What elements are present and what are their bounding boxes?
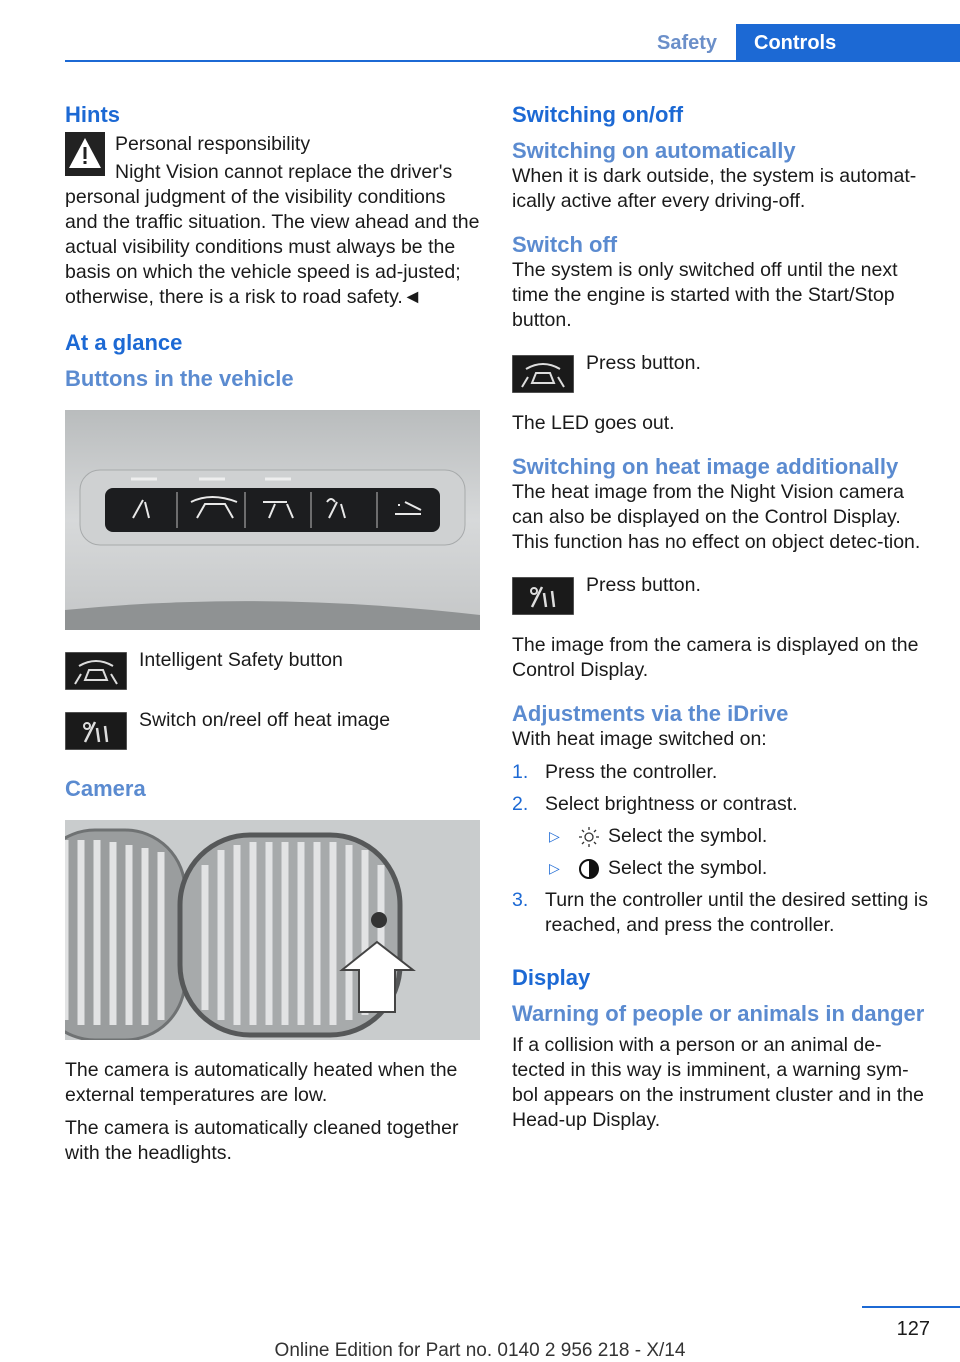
step-text: Press the controller. xyxy=(545,761,718,783)
intelligent-safety-button-icon xyxy=(65,652,127,690)
step-text: Turn the controller until the desired setting is reached, and press the controller. xyxy=(545,889,928,936)
night-vision-button-icon xyxy=(512,577,574,615)
tab-controls: Controls xyxy=(736,24,960,62)
sub-step-contrast xyxy=(549,856,930,881)
switching-heading: Switching on/off xyxy=(512,102,684,127)
warning-people-heading: Warning of people or animals in danger xyxy=(512,1001,925,1026)
step-2 xyxy=(512,792,930,817)
heat-image-row xyxy=(65,708,480,750)
edition-footer: Online Edition for Part no. 0140 2 956 218 - X/14 xyxy=(274,1340,686,1361)
step-1 xyxy=(512,760,930,785)
step-number: 3. xyxy=(512,889,529,911)
intelligent-safety-row xyxy=(65,648,480,690)
switching-auto-text: When it is dark outside, the system is automat-ically active after every driving-off. xyxy=(512,165,917,212)
brightness-icon xyxy=(577,826,601,848)
contrast-icon xyxy=(577,858,601,880)
led-text: The LED goes out. xyxy=(512,412,675,434)
heat-image-result-text: The image from the camera is displayed on the Control Display. xyxy=(512,634,919,681)
adjustments-heading: Adjustments via the iDrive xyxy=(512,701,789,726)
switch-off-text: The system is only switched off until the next time the engine is started with the Start/Stop button. xyxy=(512,259,898,331)
intelligent-safety-label: Intelligent Safety button xyxy=(139,649,343,671)
footer-rule xyxy=(862,1306,960,1308)
heat-image-text: The heat image from the Night Vision camera can also be displayed on the Control Display. This function has no effect on object detec-tion. xyxy=(512,481,921,553)
warning-body: Night Vision cannot replace the driver's personal judgment of the visibility conditions and the traffic situation. The view ahead and the actual visibility conditions must always be the basis on which the vehicle speed is ad-justed; otherwise, there is a risk to road safety.◄ xyxy=(65,161,480,308)
step-number: 1. xyxy=(512,761,529,783)
bullet-triangle-icon: ▷ xyxy=(549,828,560,844)
camera-grille-photo xyxy=(65,820,480,1040)
step-text: Select brightness or contrast. xyxy=(545,793,798,815)
press-button-text: Press button. xyxy=(586,352,701,374)
header-rule xyxy=(65,60,960,62)
left-column xyxy=(65,100,480,1166)
camera-cleaned-text: The camera is automatically cleaned together with the headlights. xyxy=(65,1117,459,1164)
button-panel-photo xyxy=(65,410,480,630)
switch-off-heading: Switch off xyxy=(512,232,618,257)
press-button-text: Press button. xyxy=(586,574,701,596)
sub-step-text: Select the symbol. xyxy=(608,825,768,847)
display-heading: Display xyxy=(512,965,591,990)
tab-safety: Safety xyxy=(656,31,718,54)
page-number: 127 xyxy=(896,1318,930,1340)
warning-people-text: If a collision with a person or an animal de-tected in this way is imminent, a warning sym-bol appears on the instrument cluster and in the Head-up Display. xyxy=(512,1034,924,1131)
bullet-triangle-icon: ▷ xyxy=(549,860,560,876)
intelligent-safety-button-icon xyxy=(512,355,574,393)
sub-step-text: Select the symbol. xyxy=(608,857,768,879)
warning-triangle-icon xyxy=(65,132,105,176)
switching-auto-heading: Switching on automatically xyxy=(512,138,796,163)
press-button-row-2 xyxy=(512,573,930,615)
sub-step-brightness xyxy=(549,824,930,849)
adjustments-intro: With heat image switched on: xyxy=(512,728,767,750)
hints-heading: Hints xyxy=(65,102,120,127)
right-column xyxy=(512,100,930,1133)
step-number: 2. xyxy=(512,793,529,815)
adjustment-steps xyxy=(512,760,930,938)
buttons-heading: Buttons in the vehicle xyxy=(65,366,294,391)
camera-heading: Camera xyxy=(65,776,146,801)
heat-image-heading: Switching on heat image additionally xyxy=(512,454,899,479)
at-a-glance-heading: At a glance xyxy=(65,330,183,355)
camera-heated-text: The camera is automatically heated when the external temperatures are low. xyxy=(65,1059,458,1106)
warning-title: Personal responsibility xyxy=(115,133,311,155)
night-vision-button-icon xyxy=(65,712,127,750)
step-3 xyxy=(512,888,930,938)
press-button-row-1 xyxy=(512,351,930,393)
heat-image-label: Switch on/reel off heat image xyxy=(139,709,391,731)
